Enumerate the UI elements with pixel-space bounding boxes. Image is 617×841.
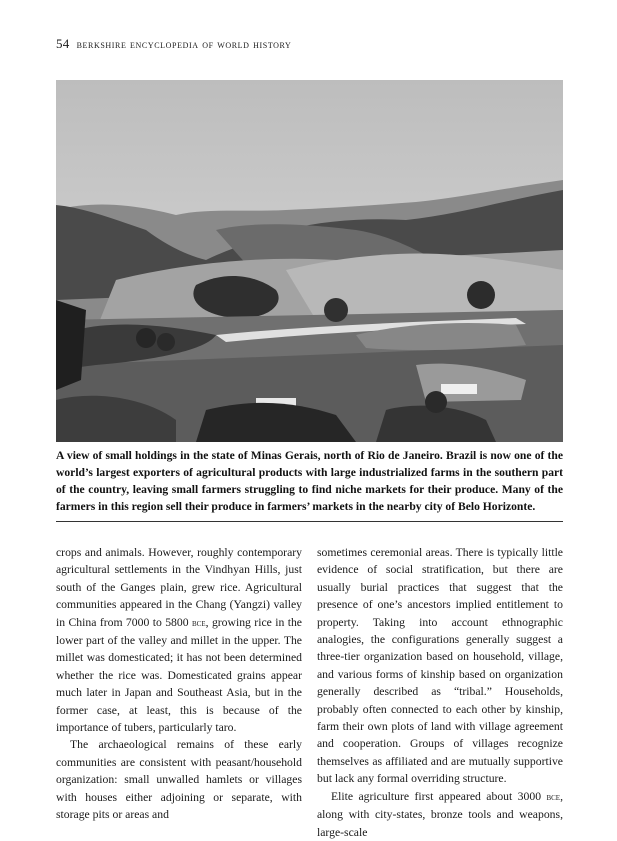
paragraph [56,544,302,736]
figure-caption: A view of small holdings in the state of Minas Gerais, north of Rio de Janeiro. Brazil is now one of the world’s largest exporters of agricultural products with large industrialized farms in the southern part of the country, leaving small farmers struggling to find niche markets for their produce. Many of the farmers in this region sell their produce in farmers’ markets in the nearby city of Belo Horizonte. [56,449,563,513]
paragraph: sometimes ceremonial areas. There is typically little evidence of social stratification, but there are usually burial practices that suggest that the presence of one’s ancestors implied entitlement to property. Taking into account ethnographic analogies, the configurations generally suggest a three-tier organization based on household, village, and various forms of kinship based on organization generally described as “tribal.” Households, probably often connected to each other by kinship, farm their own plots of land with village agreement and cooperation. Groups of villages recognize themselves as affiliated and are mutually supportive but lack any formal overriding structure. [317,546,563,786]
running-title: berkshire encyclopedia of world history [76,37,292,51]
text-span: , along with city-states, bronze tools and weapons, large-scale [317,789,563,839]
era-abbreviation: bce [546,791,561,803]
text-span: , growing rice in the lower part of the valley and millet in the upper. The millet was domesticated; it has not been determined whether the rice was. Domesticated grains appear much later in Japan and Southeast Asia, but in the former case, at least, this is because of the importance of tubers, particularly taro. [56,615,302,735]
caption-divider [56,521,563,522]
right-column [317,544,563,841]
page-number: 54 [56,36,70,51]
era-abbreviation: bce [192,617,206,629]
paragraph [317,788,563,841]
landscape-photo-icon [56,80,563,442]
paragraph: The archaeological remains of these early communities are consistent with peasant/household organization: small unwalled hamlets or villages with houses either adjoining or separate, with storage pits or areas and [56,738,302,822]
running-header [56,36,291,52]
text-span: crops and animals. However, roughly contemporary agricultural settlements in the Vindhyan Hills, just south of the Ganges plain, grew rice. Agricultural communities appeared in the Chang (Yangzi) valley in China from 7000 to 5800 [56,546,302,629]
text-span: Elite agriculture first appeared about 3000 [331,789,547,803]
left-column [56,544,302,824]
landscape-photo [56,80,563,442]
